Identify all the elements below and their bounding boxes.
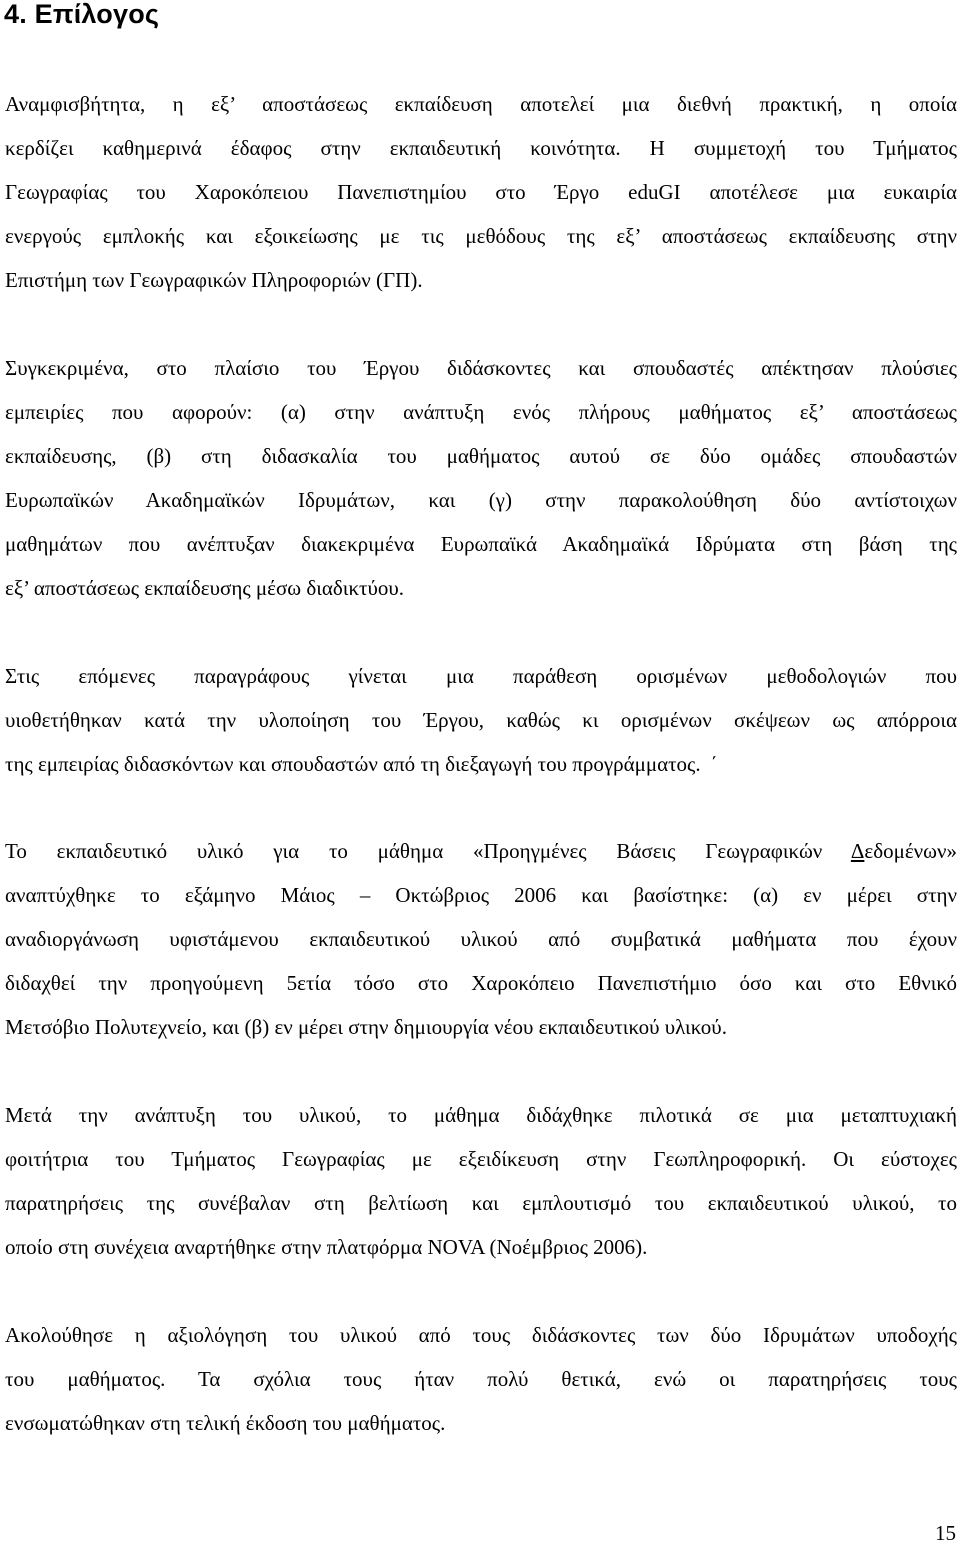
text-line: οποίο στη συνέχεια αναρτήθηκε στην πλατφόρμα NOVA (Νοέμβριος 2006).: [5, 1235, 648, 1259]
text-line: υιοθετήθηκαν κατά την υλοποίηση του Έργου, καθώς κι ορισμένων σκέψεων ως απόρροια: [5, 708, 957, 732]
text-line: φοιτήτρια του Τμήματος Γεωγραφίας με εξειδίκευση στην Γεωπληροφορική. Οι εύστοχες: [5, 1147, 957, 1171]
text-line: Γεωγραφίας του Χαροκόπειου Πανεπιστημίου στο Έργο eduGI αποτέλεσε μια ευκαιρία: [5, 180, 957, 204]
text-line: παρατηρήσεις της συνέβαλαν στη βελτίωση και εμπλουτισμό του εκπαιδευτικού υλικού, το: [5, 1191, 957, 1215]
text-line: κερδίζει καθημερινά έδαφος στην εκπαιδευτική κοινότητα. Η συμμετοχή του Τμήματος: [5, 136, 957, 160]
page-number: 15: [935, 1521, 956, 1545]
paragraph-pilot: [5, 1093, 957, 1269]
text-line: ενσωματώθηκαν στη τελική έκδοση του μαθήματος.: [5, 1411, 446, 1435]
text-line: [5, 829, 957, 873]
paragraph-intro: [5, 82, 957, 302]
underlined-letter: Δ: [850, 839, 865, 863]
paragraph-methodologies: [5, 654, 957, 786]
text-line: εξ’ αποστάσεως εκπαίδευσης μέσω διαδικτύου.: [5, 576, 405, 600]
text-line: Αναμφισβήτητα, η εξ’ αποστάσεως εκπαίδευση αποτελεί μια διεθνή πρακτική, η οποία: [5, 92, 957, 116]
text-line: της εμπειρίας διδασκόντων και σπουδαστών από τη διεξαγωγή του προγράμματος.: [5, 752, 701, 776]
trailing-mark: ΄: [710, 752, 718, 776]
paragraph-evaluation: [5, 1313, 957, 1445]
text-line: Στις επόμενες παραγράφους γίνεται μια παράθεση ορισμένων μεθοδολογιών που: [5, 664, 957, 688]
text-fragment: Το εκπαιδευτικό υλικό για το μάθημα «Προηγμένες Βάσεις Γεωγραφικών: [5, 839, 851, 863]
paragraph-material: [5, 829, 957, 1049]
text-line: Συγκεκριμένα, στο πλαίσιο του Έργου διδάσκοντες και σπουδαστές απέκτησαν πλούσιες: [5, 356, 957, 380]
text-fragment: εδομένων»: [864, 839, 957, 863]
text-line: Ακολούθησε η αξιολόγηση του υλικού από τους διδάσκοντες των δύο Ιδρυμάτων υποδοχής: [5, 1323, 957, 1347]
text-line: Μετσόβιο Πολυτεχνείο, και (β) εν μέρει στην δημιουργία νέου εκπαιδευτικού υλικού.: [5, 1015, 727, 1039]
section-heading: 4. Επίλογος: [4, 0, 160, 29]
text-line: διδαχθεί την προηγούμενη 5ετία τόσο στο Χαροκόπειο Πανεπιστήμιο όσο και στο Εθνικό: [5, 971, 957, 995]
text-line: αναδιοργάνωση υφιστάμενου εκπαιδευτικού υλικού από συμβατικά μαθήματα που έχουν: [5, 927, 957, 951]
text-line: Επιστήμη των Γεωγραφικών Πληροφοριών (ΓΠ).: [5, 268, 423, 292]
text-line: μαθημάτων που ανέπτυξαν διακεκριμένα Ευρωπαϊκά Ακαδημαϊκά Ιδρύματα στη βάση της: [5, 532, 957, 556]
text-line: εμπειρίες που αφορούν: (α) στην ανάπτυξη ενός πλήρους μαθήματος εξ’ αποστάσεως: [5, 400, 957, 424]
text-line: εκπαίδευσης, (β) στη διδασκαλία του μαθήματος αυτού σε δύο ομάδες σπουδαστών: [5, 444, 957, 468]
text-line: Ευρωπαϊκών Ακαδημαϊκών Ιδρυμάτων, και (γ) στην παρακολούθηση δύο αντίστοιχων: [5, 488, 957, 512]
text-line: ενεργούς εμπλοκής και εξοικείωσης με τις μεθόδους της εξ’ αποστάσεως εκπαίδευσης στην: [5, 224, 957, 248]
paragraph-experiences: [5, 346, 957, 610]
text-line: Μετά την ανάπτυξη του υλικού, το μάθημα διδάχθηκε πιλοτικά σε μια μεταπτυχιακή: [5, 1103, 957, 1127]
text-line-with-mark: [5, 742, 957, 786]
text-line: του μαθήματος. Τα σχόλια τους ήταν πολύ θετικά, ενώ οι παρατηρήσεις τους: [5, 1367, 957, 1391]
text-line: αναπτύχθηκε το εξάμηνο Μάιος – Οκτώβριος 2006 και βασίστηκε: (α) εν μέρει στην: [5, 883, 957, 907]
